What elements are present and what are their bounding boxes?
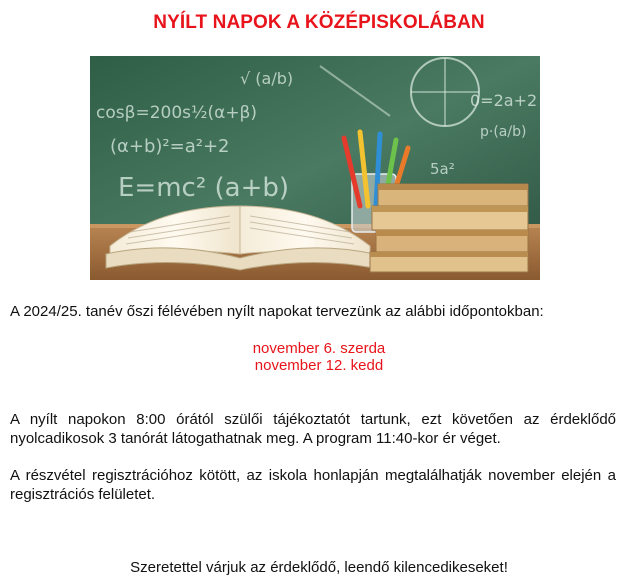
closing-line: Szeretettel várjuk az érdeklődő, leendő kilencedikeseket!	[130, 559, 508, 576]
svg-text:(α+b)²=a²+2: (α+b)²=a²+2	[110, 136, 230, 157]
svg-text:p·(a/b): p·(a/b)	[480, 124, 527, 140]
svg-text:√ (a/b): √ (a/b)	[240, 69, 294, 88]
intro-paragraph: A 2024/25. tanév őszi félévében nyílt napokat tervezünk az alábbi időpontokban:	[10, 303, 544, 320]
date-item: november 12. kedd	[254, 357, 384, 374]
page-title: NYÍLT NAPOK A KÖZÉPISKOLÁBAN	[153, 12, 485, 33]
books-chalkboard-image	[90, 56, 540, 280]
svg-text:0=2a+2: 0=2a+2	[470, 91, 538, 110]
registration-paragraph: A részvétel regisztrációhoz kötött, az iskola honlapján megtalálhatják november elején a regisztrációs felületet.	[10, 467, 616, 503]
date-item: november 6. szerda	[252, 340, 386, 357]
program-paragraph: A nyílt napokon 8:00 órától szülői tájékoztatót tartunk, ezt követően az érdeklődő nyolcadikosok 3 tanórát látogathatnak meg. A program 11:40-kor ér véget.	[10, 411, 616, 447]
svg-text:E=mc² (a+b): E=mc² (a+b)	[118, 173, 290, 203]
dates-list	[0, 340, 638, 374]
svg-text:cosβ=200s½(α+β): cosβ=200s½(α+β)	[96, 103, 258, 123]
svg-text:5a²: 5a²	[430, 160, 455, 178]
